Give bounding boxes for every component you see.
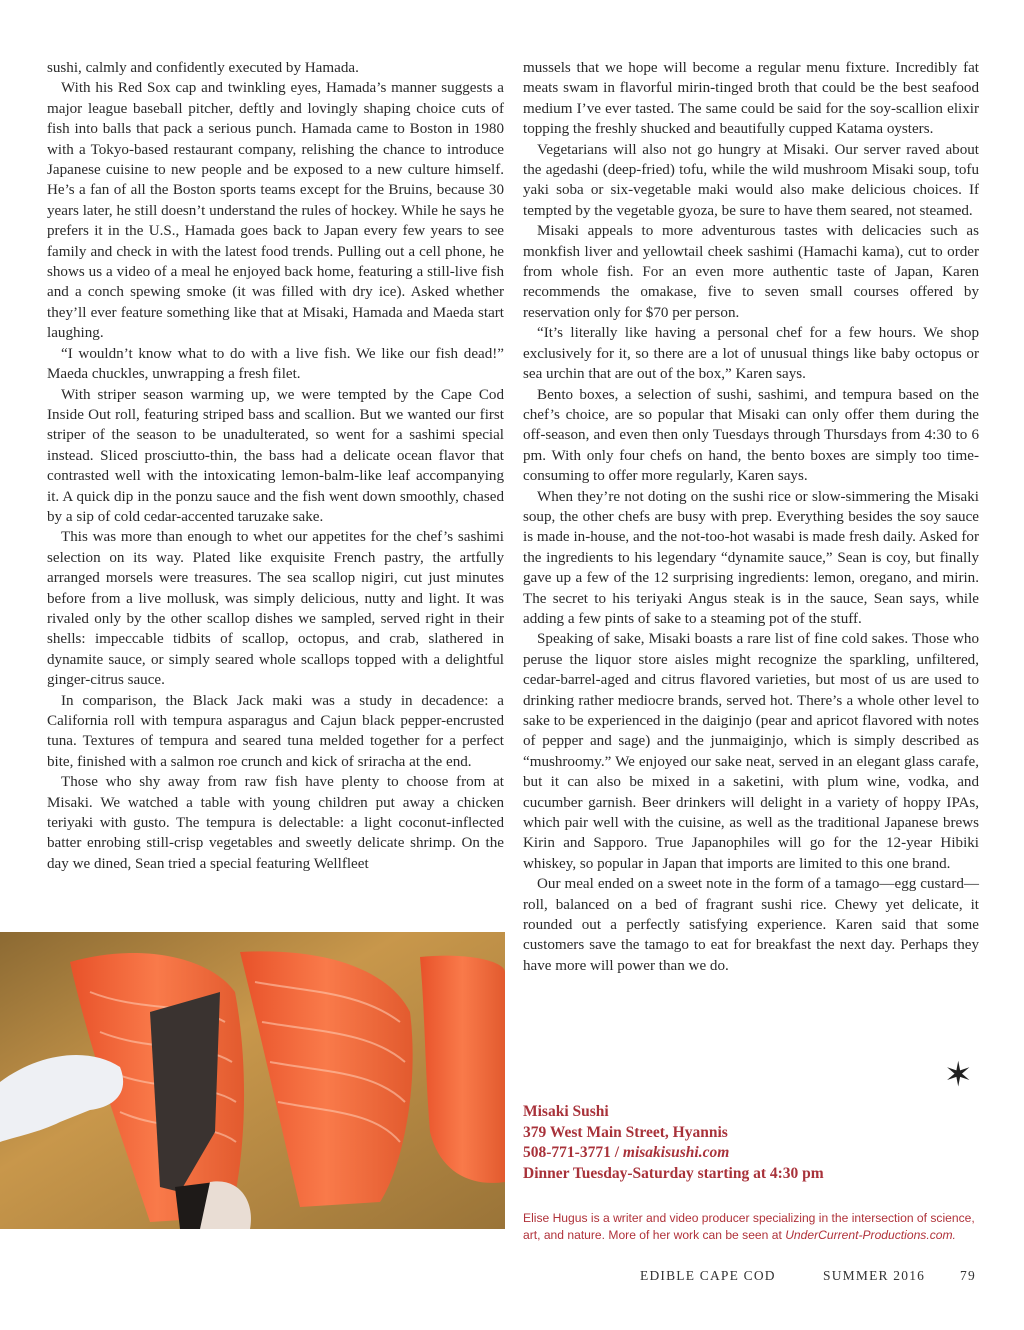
article-paragraph: In comparison, the Black Jack maki was a study in decadence: a California roll with tempura asparagus and Cajun black pepper-encrusted tuna. Textures of tempura and seared tuna melded together for a perfect bite, finished with a salmon roe crunch and kick of sriracha at the end. [47, 692, 504, 770]
restaurant-contact [523, 1143, 824, 1164]
article-paragraph: “It’s literally like having a personal chef for a few hours. We shop exclusively for it, so there are a lot of unusual things like baby octopus or sea urchin that are out of the box,” Karen says. [523, 325, 979, 383]
article-left-column [47, 58, 504, 874]
footer-publication: EDIBLE CAPE COD [640, 1268, 776, 1283]
bio-text: Elise Hugus is a writer and video producer specializing in the intersection of science, art, and nature. More of her work can be seen at [523, 1211, 975, 1242]
contact-separator: / [610, 1144, 623, 1162]
restaurant-hours: Dinner Tuesday-Saturday starting at 4:30 pm [523, 1164, 824, 1182]
end-mark-icon: ✶ [944, 1055, 973, 1095]
author-bio [523, 1210, 983, 1244]
article-paragraph: This was more than enough to whet our appetites for the chef’s sashimi selection on its way. Plated like exquisite French pastry, the artfully arranged morsels were treasures. The sea scallop nigiri, cut just minutes before from a live mollusk, was simply delicious, nutty and light. It was rivaled only by the other scallop dishes we sampled, served right in their shells: impeccable tidbits of scallop, octopus, and crab, slathered in dynamite sauce, or simply seared whole scallops topped with a delightful ginger-citrus sauce. [47, 529, 504, 689]
page-number: 79 [960, 1268, 976, 1283]
article-paragraph: mussels that we hope will become a regular menu fixture. Incredibly fat meats swam in flavorful mirin-tinged broth that could be the best seafood medium I’ve ever tasted. The same could be said for the soy-scallion elixir topping the freshly shucked and beautifully cupped Katama oysters. [523, 60, 979, 138]
article-paragraph: Our meal ended on a sweet note in the form of a tamago—egg custard—roll, balanced on a bed of fragrant sushi rice. Chewy yet delicate, it rounded out a perfectly satisfying experience. Karen said that some customers save the tamago to eat for breakfast the next day. Perhaps they have more will power than we do. [523, 876, 979, 974]
restaurant-name: Misaki Sushi [523, 1103, 609, 1120]
article-paragraph: Speaking of sake, Misaki boasts a rare list of fine cold sakes. Those who peruse the liquor store aisles might recognize the sparkling, unfiltered, cedar-barrel-aged and citrus flavored varieties, but most of us are used to drinking rather mediocre brands, served hot. There’s a whole other level to sake to be experienced in the daiginjo (pear and apricot flavored with notes of pepper and sage) and the junmaiginjo, which is simply described as “mushroomy.” We enjoyed our sake neat, served in an elegant glass carafe, but it can also be mixed in a saketini, with plum wine, vodka, and cucumber garnish. Beer drinkers will delight in a variety of hoppy IPAs, which pair well with the cuisine, as well as the traditional Japanese brews Kirin and Sapporo. True Japanophiles will go for the 12-year Hibiki whiskey, so popular in Japan that imports are limited to this one brand. [523, 631, 979, 872]
restaurant-address: 379 West Main Street, Hyannis [523, 1123, 728, 1141]
article-paragraph: With his Red Sox cap and twinkling eyes, Hamada’s manner suggests a major league baseball pitcher, deftly and lovingly shaping choice cuts of fish into balls that pack a serious punch. Hamada came to Boston in 1980 with a Tokyo-based restaurant company, relishing the chance to introduce Japanese cuisine to new people and be exposed to a new culture himself. He’s a fan of all the Boston sports teams except for the Bruins, because 30 years later, he still doesn’t understand the rules of hockey. While he says he prefers it in the U.S., Hamada goes back to Japan every few years to see family and check in with the latest food trends. Pulling out a cell phone, he shows us a video of a meal he enjoyed back home, featuring a still-live fish and a conch spewing smoke (it was filled with dry ice). Asked whether they’ll ever feature something like that at Misaki, Hamada and Maeda start laughing. [47, 80, 504, 342]
salmon-photo [0, 932, 505, 1229]
footer-issue: SUMMER 2016 [823, 1268, 926, 1283]
article-paragraph: When they’re not doting on the sushi rice or slow-simmering the Misaki soup, the other chefs are busy with prep. Everything besides the soy sauce is made in-house, and the not-too-hot wasabi is made fresh daily. Asked for the ingredients to his legendary “dynamite sauce,” Sean is coy, but finally gave up a few of the 12 surprising ingredients: lemon, oregano, and mirin. The secret to his teriyaki Angus steak is in the sauce, Sean says, while adding a few pints of sake to a steaming pot of the stuff. [523, 488, 979, 627]
article-paragraph: With striper season warming up, we were tempted by the Cape Cod Inside Out roll, featuring striped bass and scallion. But we wanted our first striper of the season to be unadulterated, so went for a sashimi special instead. Sliced prosciutto-thin, the bass had a delicate ocean flavor that contrasted well with the intoxicating lemon-balm-like leaf accompanying it. A quick dip in the ponzu sauce and the fish went down smoothly, chased by a sip of cold cedar-accented taruzake sake. [47, 386, 504, 525]
restaurant-phone: 508-771-3771 [523, 1144, 611, 1162]
article-paragraph: Those who shy away from raw fish have plenty to choose from at Misaki. We watched a table with young children put away a chicken teriyaki with gusto. The tempura is delectable: a light coconut-inflected batter enrobing still-crisp vegetables and sweetly delicate shrimp. On the day we dined, Sean tried a special featuring Wellfleet [47, 774, 504, 872]
restaurant-website-link[interactable]: misakisushi.com [622, 1144, 730, 1162]
article-paragraph: Vegetarians will also not go hungry at Misaki. Our server raved about the agedashi (deep-fried) tofu, while the wild mushroom Misaki soup, tofu yaki soba or six-vegetable maki would also make delicious choices. If tempted by the vegetable gyoza, be sure to have them seared, not steamed. [523, 141, 979, 219]
article-paragraph: Bento boxes, a selection of sushi, sashimi, and tempura based on the chef’s choice, are so popular that Misaki can only offer them during the off-season, and even then only Tuesdays through Thursdays from 4:30 to 6 pm. With only four chefs on hand, the bento boxes are simply too time-consuming to offer more regularly, Karen says. [523, 386, 979, 485]
restaurant-info [523, 1102, 824, 1184]
article-right-column [523, 58, 979, 976]
bio-website-link[interactable]: UnderCurrent-Productions.com. [785, 1228, 956, 1242]
article-paragraph: “I wouldn’t know what to do with a live fish. We like our fish dead!” Maeda chuckles, unwrapping a fresh filet. [47, 345, 504, 383]
article-paragraph: sushi, calmly and confidently executed by Hamada. [47, 60, 359, 76]
article-paragraph: Misaki appeals to more adventurous tastes with delicacies such as monkfish liver and yellowtail cheek sashimi (Hamachi kama), cut to order from whole fish. For an even more authentic taste of Japan, Karen recommends the omakase, five to seven small courses offered by reservation only for $70 per person. [523, 223, 979, 321]
